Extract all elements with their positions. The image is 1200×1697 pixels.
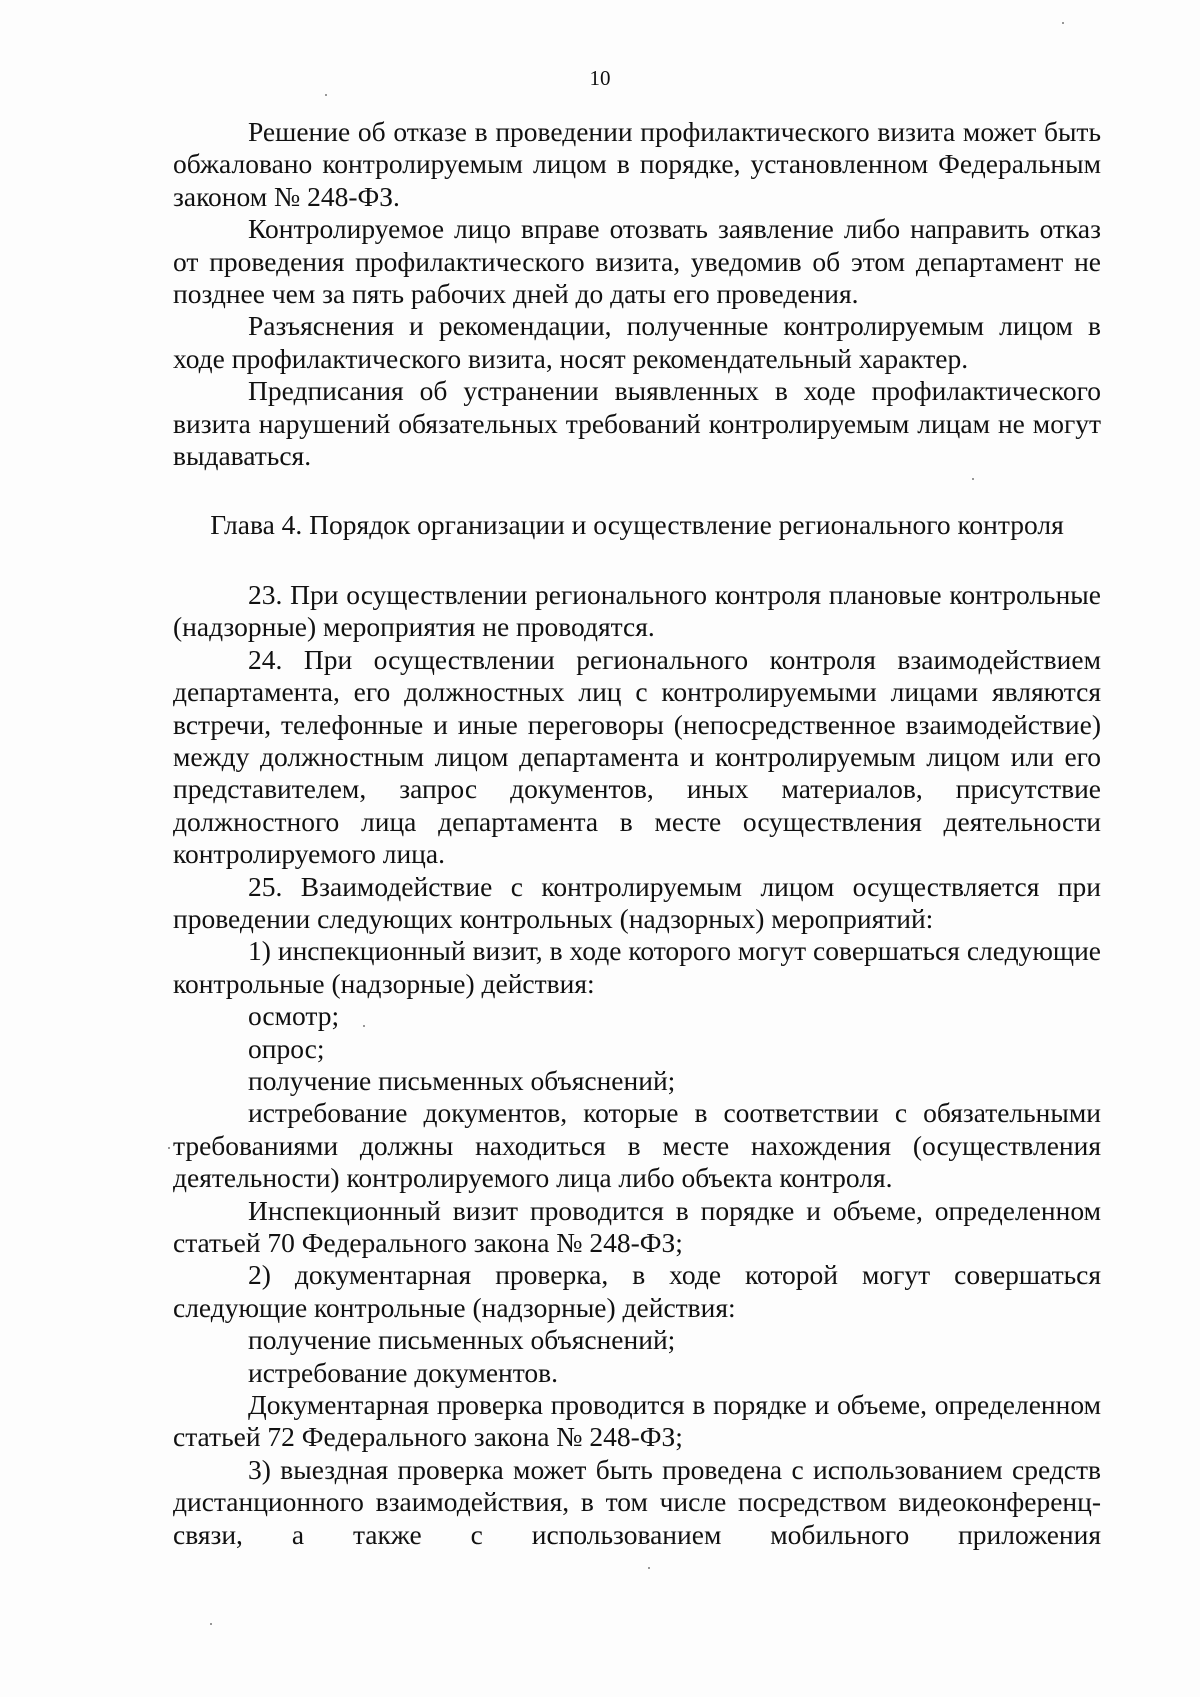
list-item-document-request-2: истребование документов. xyxy=(248,1356,559,1388)
document-body xyxy=(173,116,1101,1551)
paragraph-explanations: Разъяснения и рекомендации, полученные контролируемым лицом в ходе профилактического визита, носят рекомендательный характер. xyxy=(173,310,1101,374)
spacer xyxy=(173,542,1101,579)
list-item-written-explanations-2: получение письменных объяснений; xyxy=(248,1324,676,1356)
paragraph-item-25: 25. Взаимодействие с контролируемым лицом осуществляется при проведении следующих контрольных (надзорных) мероприятий: xyxy=(173,870,1101,934)
list-item-written-explanations: получение письменных объяснений; xyxy=(248,1064,676,1096)
paragraph-inspection-visit-procedure: Инспекционный визит проводится в порядке и объеме, определенном статьей 70 Федерального закона № 248-ФЗ; xyxy=(173,1194,1101,1258)
paragraph-appeal-refusal: Решение об отказе в проведении профилактического визита может быть обжаловано контролируемым лицом в порядке, установленном Федеральным законом № 248-ФЗ. xyxy=(173,116,1101,212)
list-item-document-request: истребование документов, которые в соответствии с обязательными требованиями должны находиться в месте нахождения (осуществления деятельности) контролируемого лица либо объекта контроля. xyxy=(173,1097,1101,1194)
scan-speck xyxy=(972,478,974,480)
paragraph-prescriptions: Предписания об устранении выявленных в ходе профилактического визита нарушений обязательных требований контролируемым лицам не могут выдаваться. xyxy=(173,375,1101,472)
paragraph-item-23: 23. При осуществлении регионального контроля плановые контрольные (надзорные) мероприятия не проводятся. xyxy=(173,578,1101,643)
scan-speck xyxy=(210,1623,212,1625)
scan-speck xyxy=(325,94,327,96)
page-number: 10 xyxy=(589,66,611,90)
chapter-heading: Глава 4. Порядок организации и осуществление регионального контроля xyxy=(210,509,1064,541)
scan-speck xyxy=(168,1147,170,1149)
paragraph-documentary-check-procedure: Документарная проверка проводится в порядке и объеме, определенном статьей 72 Федерального закона № 248-ФЗ; xyxy=(173,1389,1101,1453)
list-item-inspection-visit: 1) инспекционный визит, в ходе которого могут совершаться следующие контрольные (надзорные) действия: xyxy=(173,935,1101,999)
scan-speck xyxy=(648,1567,650,1569)
scan-speck xyxy=(1062,22,1064,24)
list-item-inspection: осмотр; xyxy=(248,1000,340,1032)
list-item-survey: опрос; xyxy=(248,1032,325,1064)
list-item-documentary-check: 2) документарная проверка, в ходе которой могут совершаться следующие контрольные (надзорные) действия: xyxy=(173,1259,1101,1323)
list-item-field-check: 3) выездная проверка может быть проведена с использованием средств дистанционного взаимодействия, в том числе посредством видеоконференц-связи, а также с использованием мобильного приложения xyxy=(173,1453,1101,1550)
scan-speck xyxy=(363,1025,365,1027)
spacer xyxy=(173,472,1101,509)
paragraph-item-24: 24. При осуществлении регионального контроля взаимодействием департамента, его должностных лиц с контролируемыми лицами являются встречи, телефонные и иные переговоры (непосредственное взаимодействие) между должностным лицом департамента и контролируемым лицом или его представителем, запрос документов, иных материалов, присутствие должностного лица департамента в месте осуществления деятельности контролируемого лица. xyxy=(173,643,1101,870)
paragraph-withdraw-application: Контролируемое лицо вправе отозвать заявление либо направить отказ от проведения профилактического визита, уведомив об этом департамент не позднее чем за пять рабочих дней до даты его проведения. xyxy=(173,213,1101,310)
